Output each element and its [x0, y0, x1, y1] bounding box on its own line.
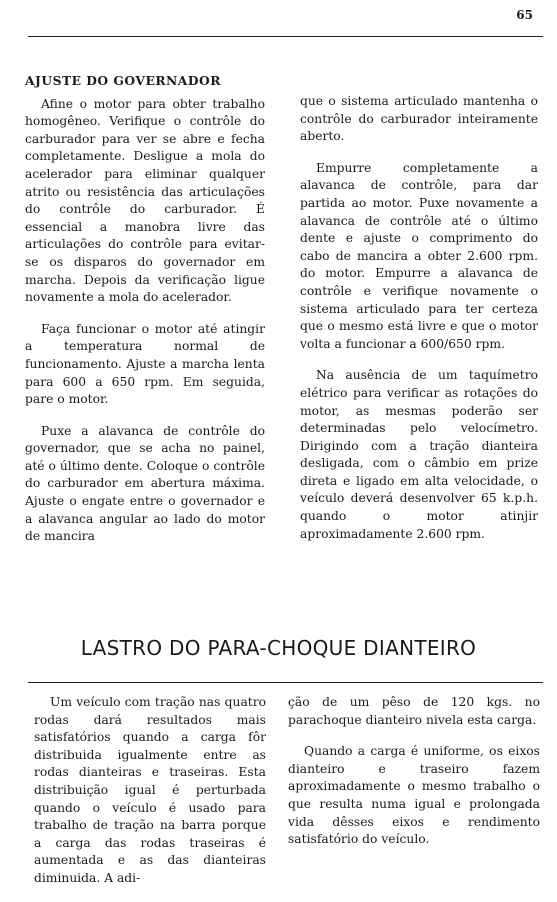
page-number: 65	[516, 8, 533, 22]
governor-right-column	[300, 93, 538, 557]
header-rule	[28, 36, 543, 37]
ballast-paragraph: ção de um pêso de 120 kgs. no parachoque dianteiro nivela esta carga.	[288, 695, 540, 727]
ballast-paragraph: Quando a carga é uniforme, os eixos dianteiro e traseiro fazem aproximadamente o mesmo trabalho o que resulta numa igual e prolongada vida dêsses eixos e rendimento satisfatório do veículo.	[288, 744, 540, 847]
governor-paragraph: Afine o motor para obter trabalho homogêneo. Verifique o contrôle do carburador para ver se abre e fecha completamente. Desligue a mola do acelerador para eliminar qualquer atrito ou resistência das articulações do contrôle do carburador. É essencial a manobra livre das articulações do contrôle para evitar-se os disparos do governador em marcha. Depois da verificação ligue novamente a mola do acelerador.	[25, 96, 265, 305]
governor-paragraph: Na ausência de um taquímetro elétrico para verificar as rotações do motor, as mesmas poderão ser determinadas pelo velocímetro. Dirigindo com a tração dianteira desligada, com o câmbio em prize direta e ligado em alta velocidade, o veículo deverá desenvolver 65 k.p.h. quando o motor atinjir aproximadamente 2.600 rpm.	[300, 368, 538, 541]
governor-heading: AJUSTE DO GOVERNADOR	[25, 73, 221, 88]
governor-paragraph: que o sistema articulado mantenha o contrôle do carburador inteiramente aberto.	[300, 94, 538, 144]
governor-paragraph: Faça funcionar o motor até atingir a temperatura normal de funcionamento. Ajuste a marcha lenta para 600 a 650 rpm. Em seguida, pare o motor.	[25, 321, 265, 407]
ballast-paragraph: Um veículo com tração nas quatro rodas dará resultados mais satisfatórios quando a carga fôr distribuida igualmente entre as rodas dianteiras e traseiras. Esta distribuição igual é perturbada quando o veículo é usado para trabalho de tração na barra porque a carga das rodas traseiras é aumentada e as das dianteiras diminuida. A adi-	[34, 695, 266, 885]
governor-left-column	[25, 72, 265, 560]
ballast-right-column	[288, 694, 540, 863]
governor-paragraph: Empurre completamente a alavanca de contrôle, para dar partida ao motor. Puxe novamente a alavanca de contrôle até o último dente e ajuste o comprimento do cabo de mancira a obter 2.600 rpm. do motor. Empurre a alavanca de contrôle e verifique novamente o sistema articulado para ter certeza que o mesmo está livre e que o motor volta a funcionar a 600/650 rpm.	[300, 160, 538, 351]
governor-paragraph: Puxe a alavanca de contrôle do governador, que se acha no painel, até o último dente. Coloque o contrôle do carburador em abertura máxima. Ajuste o engate entre o governador e a alavanca angular ao lado do motor de mancira	[25, 423, 265, 544]
ballast-left-column	[34, 694, 266, 902]
ballast-section-title: LASTRO DO PARA-CHOQUE DIANTEIRO	[80, 636, 477, 660]
section-rule	[28, 682, 543, 683]
